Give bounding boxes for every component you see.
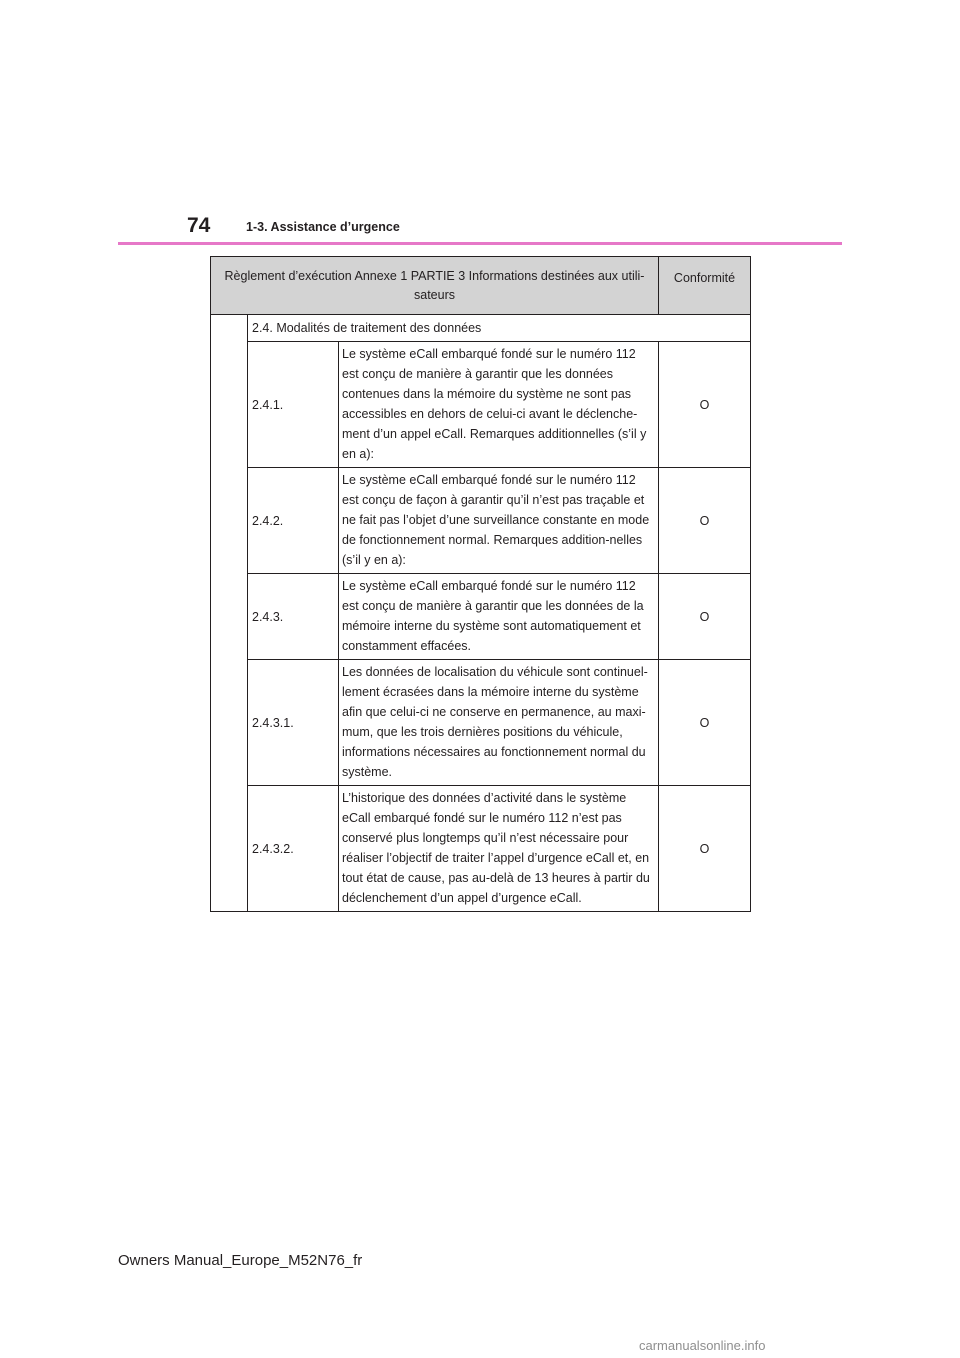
group-title: 2.4. Modalités de traitement des données	[248, 315, 751, 342]
table-row	[211, 342, 751, 468]
indent-column	[211, 315, 248, 912]
table-row	[211, 468, 751, 574]
watermark: carmanualsonline.info	[639, 1338, 766, 1353]
table-header-row	[211, 257, 751, 315]
header-conformity: Conformité	[659, 257, 751, 315]
row-text: Le système eCall embarqué fondé sur le numéro 112 est conçu de manière à garantir que les données contenues dans la mémoire du système ne sont pas accessibles en dehors de celui-ci avant le déclenche-ment d’un appel eCall. Remarques additionnelles (s’il y en a):	[339, 342, 659, 468]
section-title: 1-3. Assistance d’urgence	[246, 220, 400, 234]
row-text: Le système eCall embarqué fondé sur le numéro 112 est conçu de manière à garantir que les données de la mémoire interne du système sont automatiquement et constamment effacées.	[339, 574, 659, 660]
row-text: L’historique des données d’activité dans le système eCall embarqué fondé sur le numéro 112 n’est pas conservé plus longtemps qu’il n’est nécessaire pour réaliser l’objectif de traiter l’appel d’urgence eCall et, en tout état de cause, pas au-delà de 13 heures à partir du déclenchement d’un appel d’urgence eCall.	[339, 786, 659, 912]
footer-manual-name: Owners Manual_Europe_M52N76_fr	[118, 1252, 363, 1269]
row-conformity: O	[659, 468, 751, 574]
table-row	[211, 786, 751, 912]
row-text: Le système eCall embarqué fondé sur le numéro 112 est conçu de façon à garantir qu’il n’est pas traçable et ne fait pas l’objet d’une surveillance constante en mode de fonctionnement normal. Remarques addition-nelles (s’il y en a):	[339, 468, 659, 574]
row-number: 2.4.2.	[248, 468, 339, 574]
row-number: 2.4.3.2.	[248, 786, 339, 912]
page-number: 74	[187, 214, 211, 237]
table-row	[211, 574, 751, 660]
row-number: 2.4.3.1.	[248, 660, 339, 786]
regulation-table	[210, 256, 751, 912]
row-conformity: O	[659, 342, 751, 468]
table-group-row	[211, 315, 751, 342]
header-regulation: Règlement d’exécution Annexe 1 PARTIE 3 Informations destinées aux utili-sateurs	[211, 257, 659, 315]
row-text: Les données de localisation du véhicule sont continuel-lement écrasées dans la mémoire interne du système afin que celui-ci ne conserve en permanence, au maxi-mum, que les trois dernières positions du véhicule, informations nécessaires au fonctionnement normal du système.	[339, 660, 659, 786]
row-number: 2.4.1.	[248, 342, 339, 468]
row-conformity: O	[659, 660, 751, 786]
header-rule	[118, 242, 842, 245]
table-row	[211, 660, 751, 786]
row-number: 2.4.3.	[248, 574, 339, 660]
row-conformity: O	[659, 574, 751, 660]
row-conformity: O	[659, 786, 751, 912]
